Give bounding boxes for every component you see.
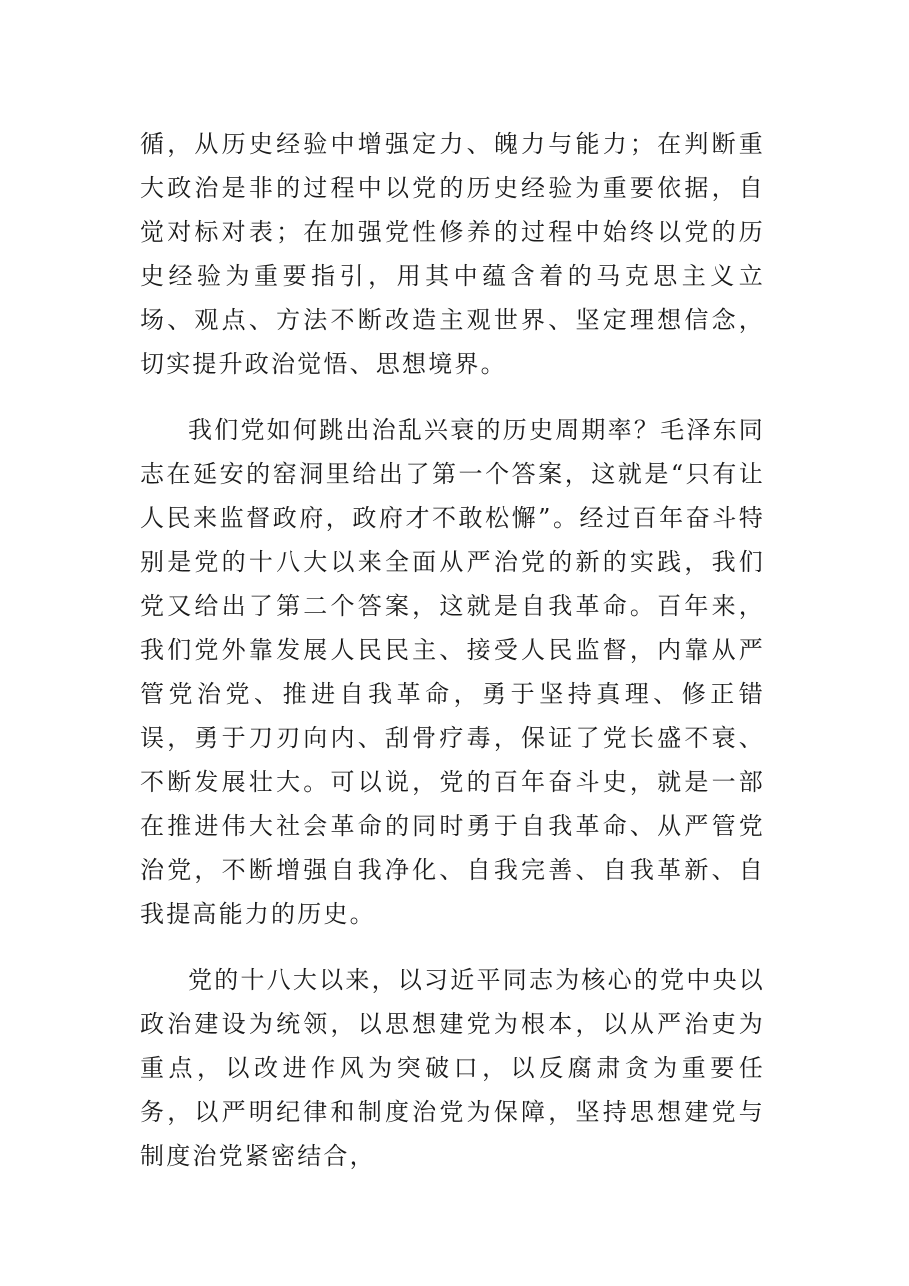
paragraph-historical-cycle: 我们党如何跳出治乱兴衰的历史周期率？毛泽东同志在延安的窑洞里给出了第一个答案，这就是“只有让人民来监督政府，政府才不敢松懈”。经过百年奋斗特别是党的十八大以来全面从严治党的新的实践，我们党又给出了第二个答案，这就是自我革命。百年来，我们党外靠发展人民民主、接受人民监督，内靠从严管党治党、推进自我革命，勇于坚持真理、修正错误，勇于刀刃向内、刮骨疗毒，保证了党长盛不衰、不断发展壮大。可以说，党的百年奋斗史，就是一部在推进伟大社会革命的同时勇于自我革命、从严管党治党，不断增强自我净化、自我完善、自我革新、自我提高能力的历史。	[140, 416, 765, 928]
document-body	[140, 122, 765, 1200]
paragraph-eighteenth-congress: 党的十八大以来，以习近平同志为核心的党中央以政治建设为统领，以思想建党为根本，以从严治吏为重点，以改进作风为突破口，以反腐肃贪为重要任务，以严明纪律和制度治党为保障，坚持思想建党与制度治党紧密结合，	[140, 966, 765, 1170]
paragraph-continued: 循，从历史经验中增强定力、魄力与能力；在判断重大政治是非的过程中以党的历史经验为重要依据，自觉对标对表；在加强党性修养的过程中始终以党的历史经验为重要指引，用其中蕴含着的马克思主义立场、观点、方法不断改造主观世界、坚定理想信念，切实提升政治觉悟、思想境界。	[140, 130, 765, 378]
